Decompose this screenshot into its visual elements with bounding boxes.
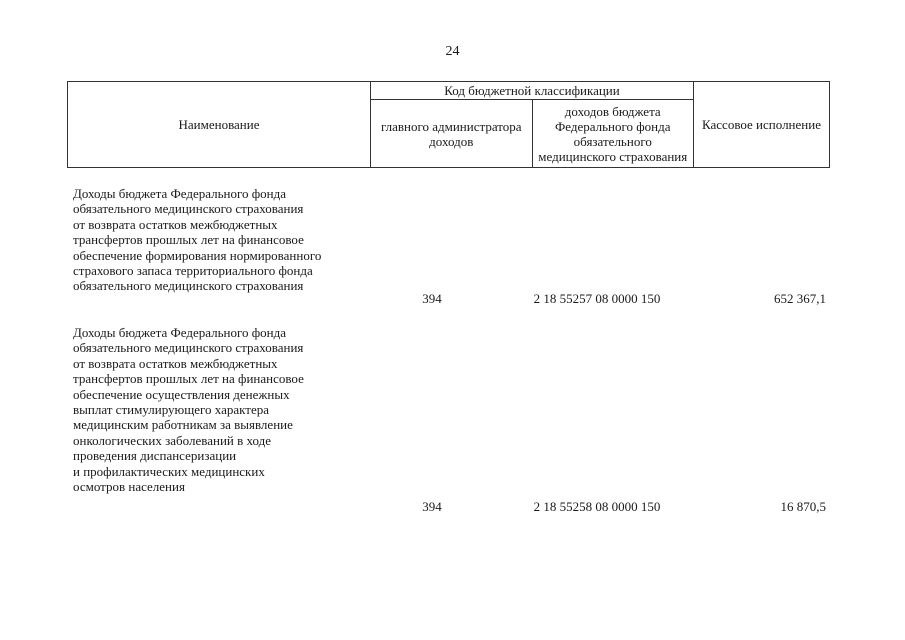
table-row	[73, 325, 373, 494]
row-name: Доходы бюджета Федерального фонда обязательного медицинского страхования от возврата остатков межбюджетных трансфертов прошлых лет на финансовое обеспечение осуществления денежных выплат стимулирующего характера медицинским работникам за выявление онкологических заболеваний в ходе проведения диспансеризации и профилактических медицинских осмотров населения	[73, 325, 304, 495]
row-cash-amount: 16 870,5	[780, 499, 826, 514]
row-cash-amount: 652 367,1	[774, 291, 826, 306]
table-header	[67, 81, 830, 168]
row-admin-code: 394	[422, 499, 442, 514]
row-budget-code: 2 18 55257 08 0000 150	[533, 291, 661, 306]
header-revenue-code: доходов бюджета Федерального фонда обязательного медицинского страхования	[532, 100, 694, 168]
header-cash-execution: Кассовое исполнение	[694, 82, 830, 168]
row-name: Доходы бюджета Федерального фонда обязательного медицинского страхования от возврата остатков межбюджетных трансфертов прошлых лет на финансовое обеспечение формирования нормированного страхового запаса территориального фонда обязательного медицинского страхования	[73, 186, 322, 294]
header-classification-group: Код бюджетной классификации	[371, 82, 694, 100]
header-main-administrator: главного администратора доходов	[371, 100, 533, 168]
page-number: 24	[445, 44, 460, 59]
table-row	[73, 186, 373, 294]
row-admin-code: 394	[422, 291, 442, 306]
header-name: Наименование	[68, 82, 371, 168]
row-budget-code: 2 18 55258 08 0000 150	[533, 499, 661, 514]
